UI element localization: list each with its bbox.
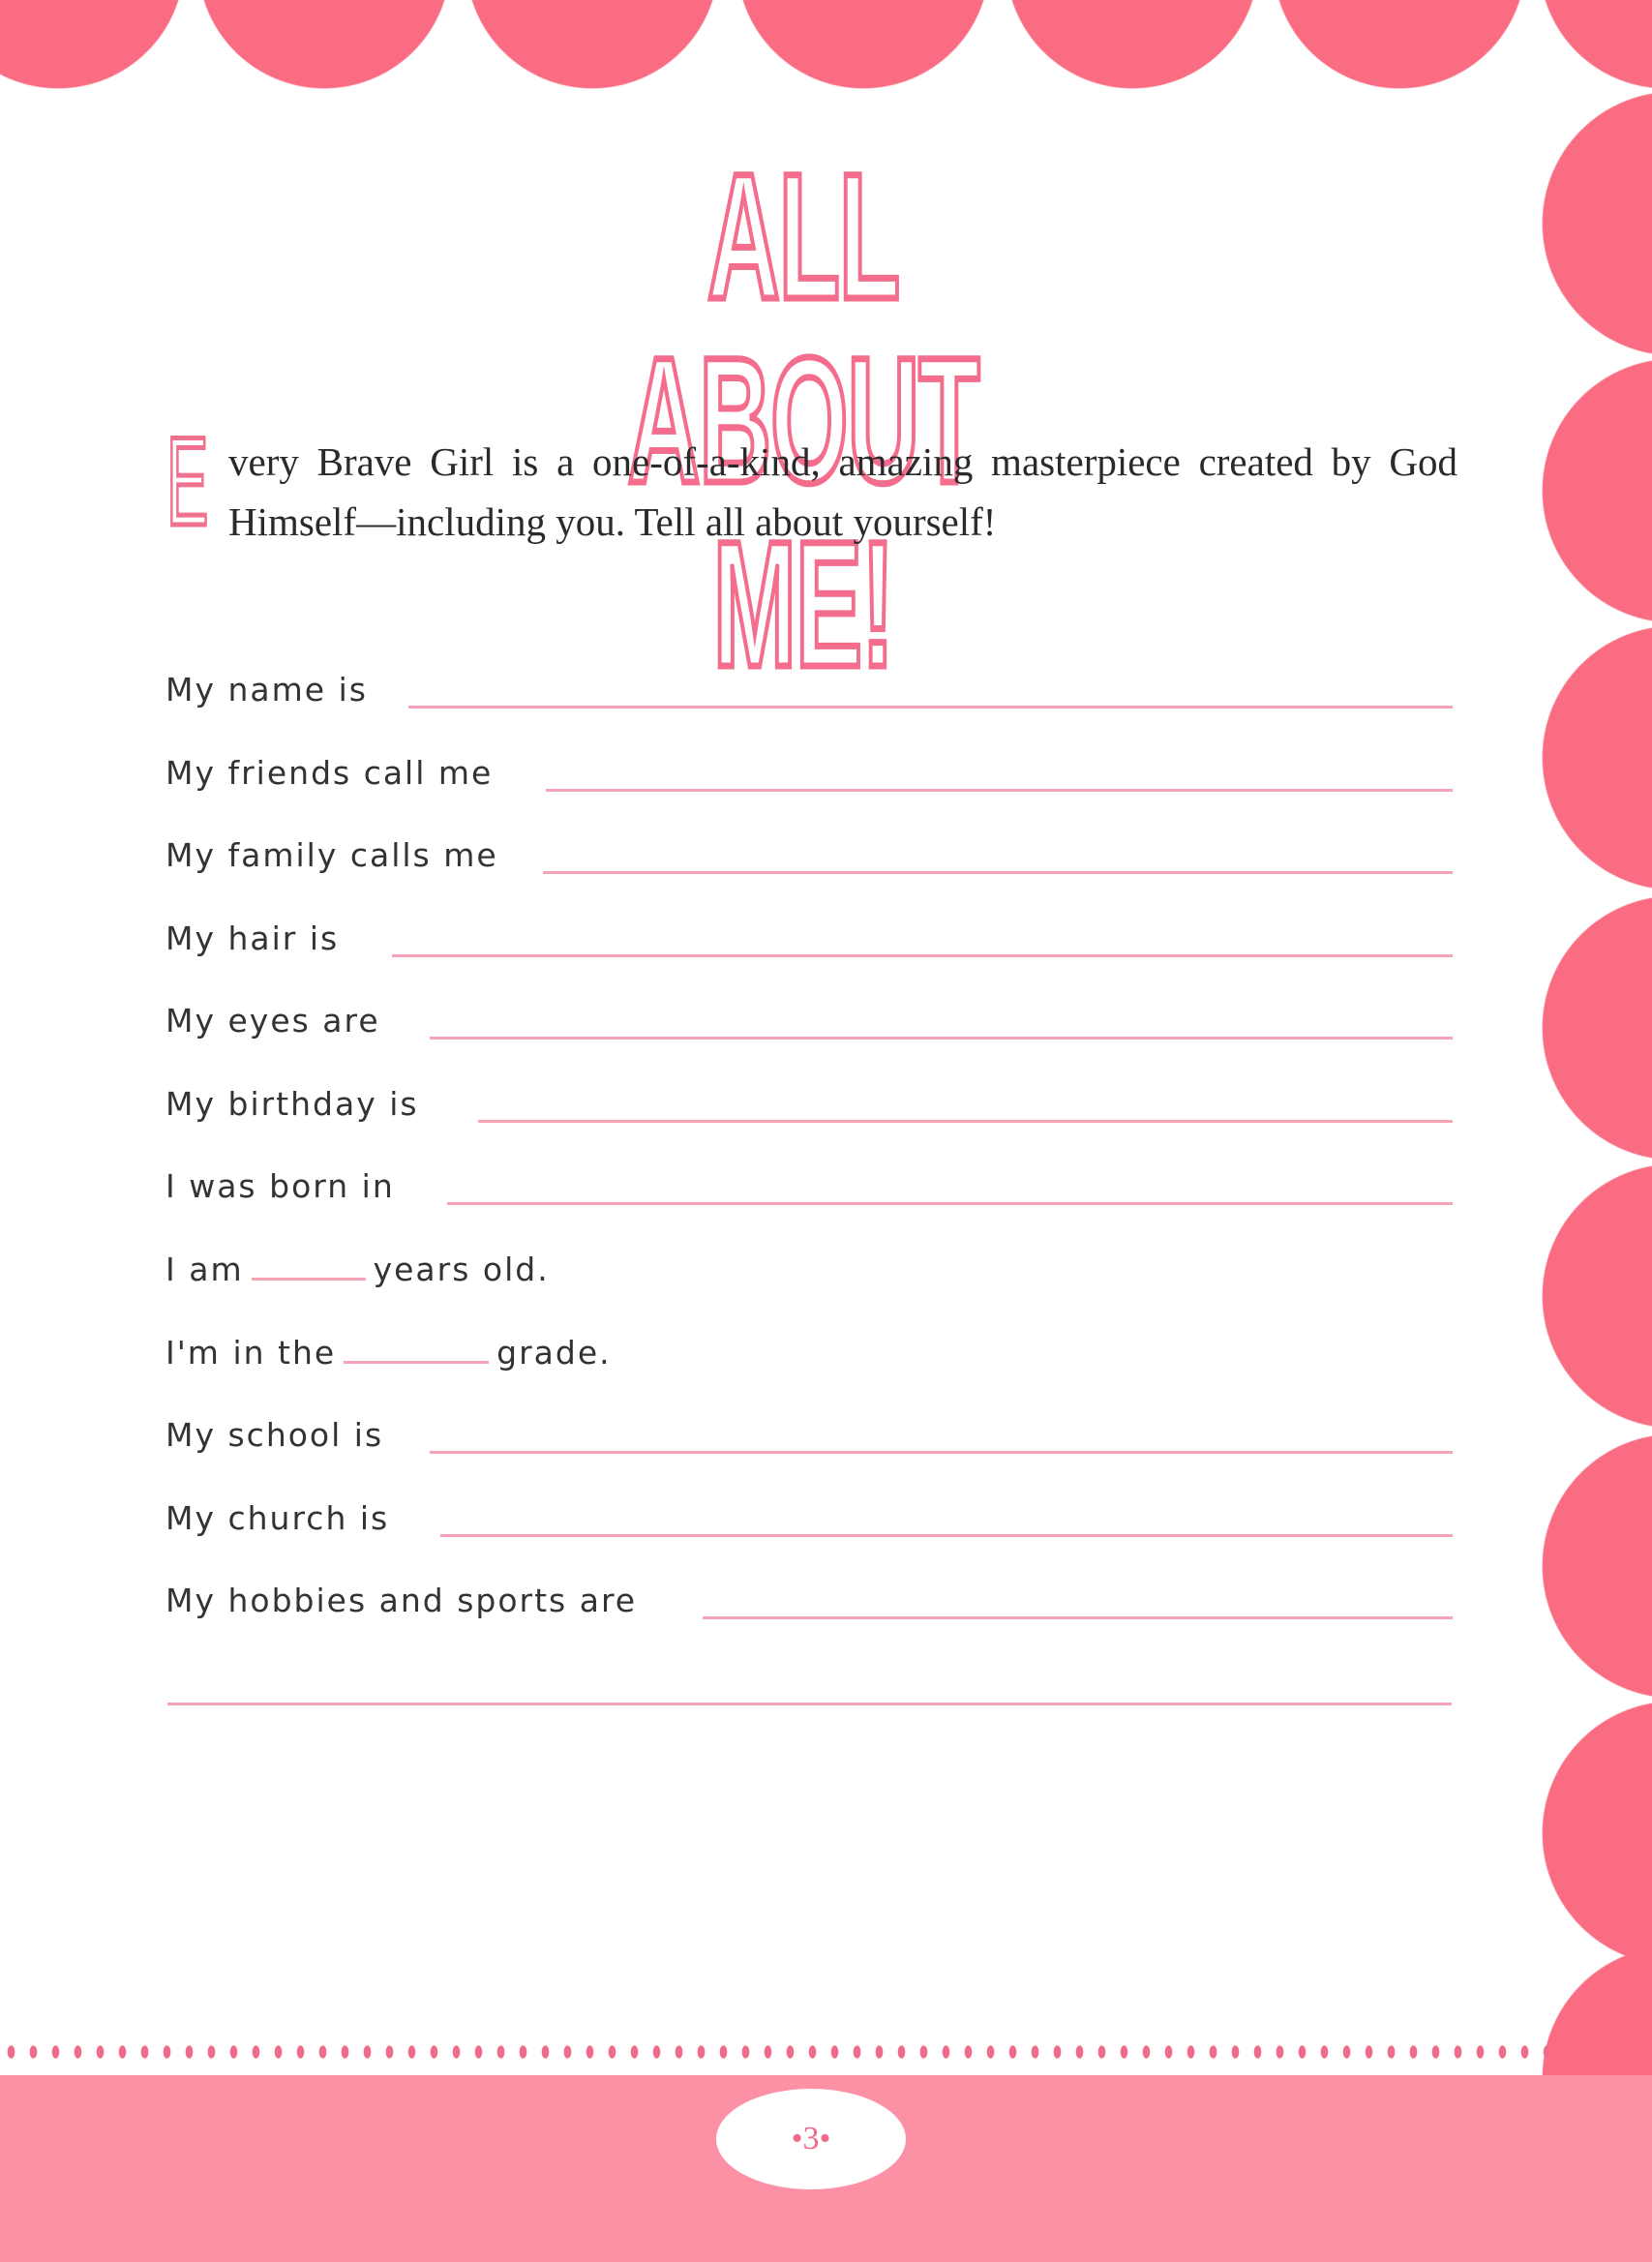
decor-circle: [0, 0, 185, 89]
decor-circle: [1542, 91, 1652, 356]
form-row-friends: [165, 741, 1453, 799]
decor-circle: [1542, 895, 1652, 1161]
field-label: My birthday is: [165, 1085, 419, 1123]
decor-circle: [1542, 1433, 1652, 1699]
form-row-hair: [165, 907, 1453, 965]
form-row-family: [165, 824, 1453, 882]
hobbies-line[interactable]: [703, 1616, 1453, 1619]
decor-circle: [1542, 625, 1652, 890]
decor-circle: [197, 0, 451, 89]
field-label: My school is: [165, 1416, 384, 1454]
field-label: [165, 1334, 612, 1372]
school-line[interactable]: [430, 1451, 1453, 1454]
field-label: My church is: [165, 1499, 390, 1537]
intro-paragraph: very Brave Girl is a one-of-a-kind, amazing masterpiece created by God Himself—including you. Tell all about yourself!: [228, 439, 1457, 544]
drop-cap: E: [166, 410, 209, 552]
form-row-school: [165, 1403, 1453, 1462]
field-label: I was born in: [165, 1167, 395, 1205]
hobbies-extra-line[interactable]: [167, 1703, 1452, 1705]
decor-circle: [466, 0, 719, 89]
age-label-after: years old.: [373, 1251, 550, 1288]
born-line[interactable]: [447, 1202, 1453, 1205]
page-title: ALL ABOUT ME!: [627, 137, 979, 705]
field-label: My family calls me: [165, 836, 498, 874]
field-label: My hobbies and sports are: [165, 1582, 638, 1619]
friends-line[interactable]: [546, 789, 1453, 792]
field-label: My name is: [165, 671, 368, 709]
form-row-name: [165, 658, 1453, 716]
grade-label-before: I'm in the: [165, 1334, 337, 1372]
decor-circle: [1542, 1163, 1652, 1429]
family-line[interactable]: [543, 871, 1453, 874]
form-row-eyes: [165, 989, 1453, 1047]
grade-label-after: grade.: [496, 1334, 612, 1372]
grade-blank[interactable]: [344, 1336, 489, 1364]
form-row-grade: [165, 1321, 1453, 1379]
form-row-hobbies: [165, 1569, 1453, 1627]
decor-circle: [1273, 0, 1526, 89]
church-line[interactable]: [440, 1534, 1453, 1537]
age-blank[interactable]: [252, 1252, 366, 1281]
decor-circle: [1542, 1701, 1652, 1966]
form-row-age: [165, 1238, 1453, 1296]
decor-circle: [1006, 0, 1259, 89]
field-label: My friends call me: [165, 754, 494, 792]
field-label: [165, 1251, 550, 1288]
eyes-line[interactable]: [430, 1037, 1453, 1040]
name-line[interactable]: [408, 706, 1453, 709]
form-row-birthday: [165, 1072, 1453, 1131]
form-row-born: [165, 1155, 1453, 1213]
hair-line[interactable]: [392, 954, 1453, 957]
birthday-line[interactable]: [478, 1120, 1453, 1123]
decor-circle: [1542, 358, 1652, 623]
field-label: My eyes are: [165, 1002, 380, 1040]
dotted-divider: [0, 2044, 1558, 2060]
decor-circle: [1539, 0, 1652, 89]
age-label-before: I am: [165, 1251, 244, 1288]
decor-circle: [736, 0, 990, 89]
field-label: My hair is: [165, 920, 340, 957]
page-number: •3•: [716, 2089, 906, 2189]
form-row-church: [165, 1487, 1453, 1545]
